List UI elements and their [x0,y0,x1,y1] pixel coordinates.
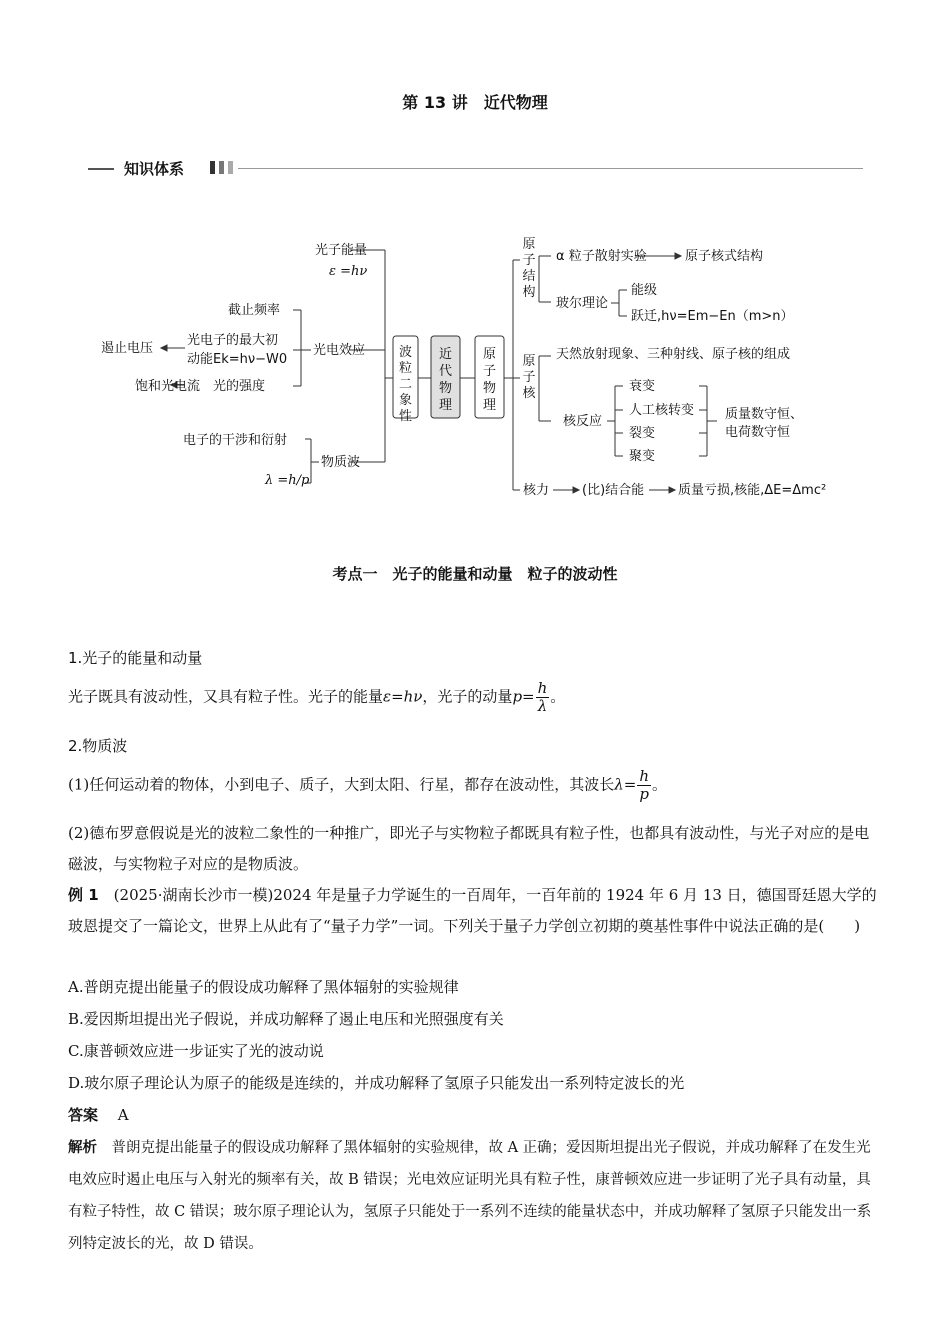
analysis-label: 解析 [68,1140,97,1156]
example-1 [68,880,883,942]
option-d: D.玻尔原子理论认为原子的能级是连续的，并成功解释了氢原子只能发出一系列特定波长的光 [68,1074,685,1092]
frac-denominator: λ [537,697,548,715]
center-label: 近代物理 [438,347,453,413]
fission: 裂变 [629,426,656,441]
s2-paragraph-1 [68,768,883,803]
s2-end: 。 [652,775,668,794]
analysis-text: 普朗克提出能量子的假设成功解释了黑体辐射的实验规律，故 A 正确；爱因斯坦提出光子假说，并成功解释了在发生光电效应时遏止电压与入射光的频率有关，故 B 错误；光电效应证明光具有粒子性，康普顿效应进一步证明了光子具有动量，具有粒子特性，故 C 错误；玻尔原子理论认为，氢原子只能处于一系列不连续的能量状态中，并成功解释了氢原子只能发出一系列特定波长的光，故 D 错误。 [68,1140,872,1252]
knowledge-mindmap [95,228,855,513]
s1-text: ，光子的动量 [422,687,513,706]
answer [68,1100,883,1131]
nuclear-model: 原子核式结构 [685,249,764,264]
decay: 衰变 [629,379,656,394]
transition: 跃迁,hν=Em−En（m>n） [631,309,794,324]
bohr-theory: 玻尔理论 [556,296,609,311]
frac-numerator: h [537,679,548,697]
stopping-voltage: 遏止电压 [101,341,154,356]
section-mark [219,161,224,174]
mass-defect: 质量亏损,核能,ΔE=Δmc² [678,483,827,498]
section-header [88,158,863,180]
frac-numerator: h [639,767,650,785]
analysis [68,1132,883,1260]
artificial-transmutation: 人工核转变 [629,403,695,418]
page-title: 第 13 讲 近代物理 [402,93,548,112]
example-label: 例 1 [68,886,99,904]
option-b: B.爱因斯坦提出光子假说，并成功解释了遏止电压和光照强度有关 [68,1010,504,1028]
fusion: 聚变 [629,449,656,464]
nucleus-label: 原子核 [522,354,536,401]
section-rule-right [238,168,863,169]
binding-energy: (比)结合能 [582,483,645,498]
section-label: 知识体系 [124,160,185,178]
conservation-line2: 电荷数守恒 [725,425,791,440]
option-c: C.康普顿效应进一步证实了光的波动说 [68,1042,324,1060]
frac-denominator: p [639,785,649,803]
s2-fraction [637,768,651,803]
s2-paragraph-2: (2)德布罗意假说是光的波粒二象性的一种推广，即光子与实物粒子都既具有粒子性，也都具有波动性，与光子对应的是电磁波，与实物粒子对应的是物质波。 [68,824,870,873]
light-intensity: 光的强度 [213,379,266,394]
s2-lambda-lhs: λ= [614,775,637,794]
answer-label: 答案 [68,1106,99,1124]
lambda-formula: λ =h/p [265,473,310,488]
s2-heading: 2.物质波 [68,737,128,755]
example-text: (2025·湖南长沙市一模)2024 年是量子力学诞生的一百周年，一百年前的 1924 年 6 月 13 日，德国哥廷恩大学的玻恩提交了一篇论文，世界上从此有了“量子力学”一词。下列关于量子力学创立初期的奠基性事件中说法正确的是( ) [68,886,877,935]
photon-energy-formula: ε =hν [329,264,368,279]
kaodian-title: 考点一 光子的能量和动量 粒子的波动性 [332,565,618,583]
photon-energy-label: 光子能量 [315,243,368,258]
section-mark [228,161,233,174]
option-a: A.普朗克提出能量子的假设成功解释了黑体辐射的实验规律 [68,978,459,996]
interference-label: 电子的干涉和衍射 [183,433,288,448]
s2-text: (1)任何运动着的物体，小到电子、质子，大到太阳、行星，都存在波动性，其波长 [68,775,615,794]
left-hub-label: 波粒二象性 [398,345,413,424]
section-mark [210,161,215,174]
natural-radioactivity: 天然放射现象、三种射线、原子核的组成 [556,347,791,362]
saturation-current: 饱和光电流 [135,379,201,394]
nuclear-force: 核力 [523,483,550,498]
section-rule-left [88,168,114,170]
max-ke-line1: 光电子的最大初 [187,333,279,348]
right-hub-label: 原子物理 [482,347,497,413]
alpha-experiment: α 粒子散射实验 [556,249,647,264]
energy-level: 能级 [631,283,658,298]
s1-momentum-lhs: p= [512,687,535,706]
atomic-structure-label: 原子结构 [522,237,536,300]
conservation-line1: 质量数守恒、 [725,407,804,422]
s1-paragraph [68,680,883,715]
cutoff-frequency: 截止频率 [228,303,281,318]
photoelectric-label: 光电效应 [313,343,366,358]
nuclear-reaction: 核反应 [563,414,603,429]
s1-energy-formula: ε=hν [383,687,423,706]
s1-fraction [536,680,550,715]
max-ke-line2: 动能Ek=hν−W0 [187,352,288,367]
s1-end: 。 [550,687,566,706]
matter-wave-label: 物质波 [321,455,361,470]
answer-value: A [117,1106,129,1124]
s1-heading: 1.光子的能量和动量 [68,649,203,667]
s1-text: 光子既具有波动性，又具有粒子性。光子的能量 [68,687,384,706]
